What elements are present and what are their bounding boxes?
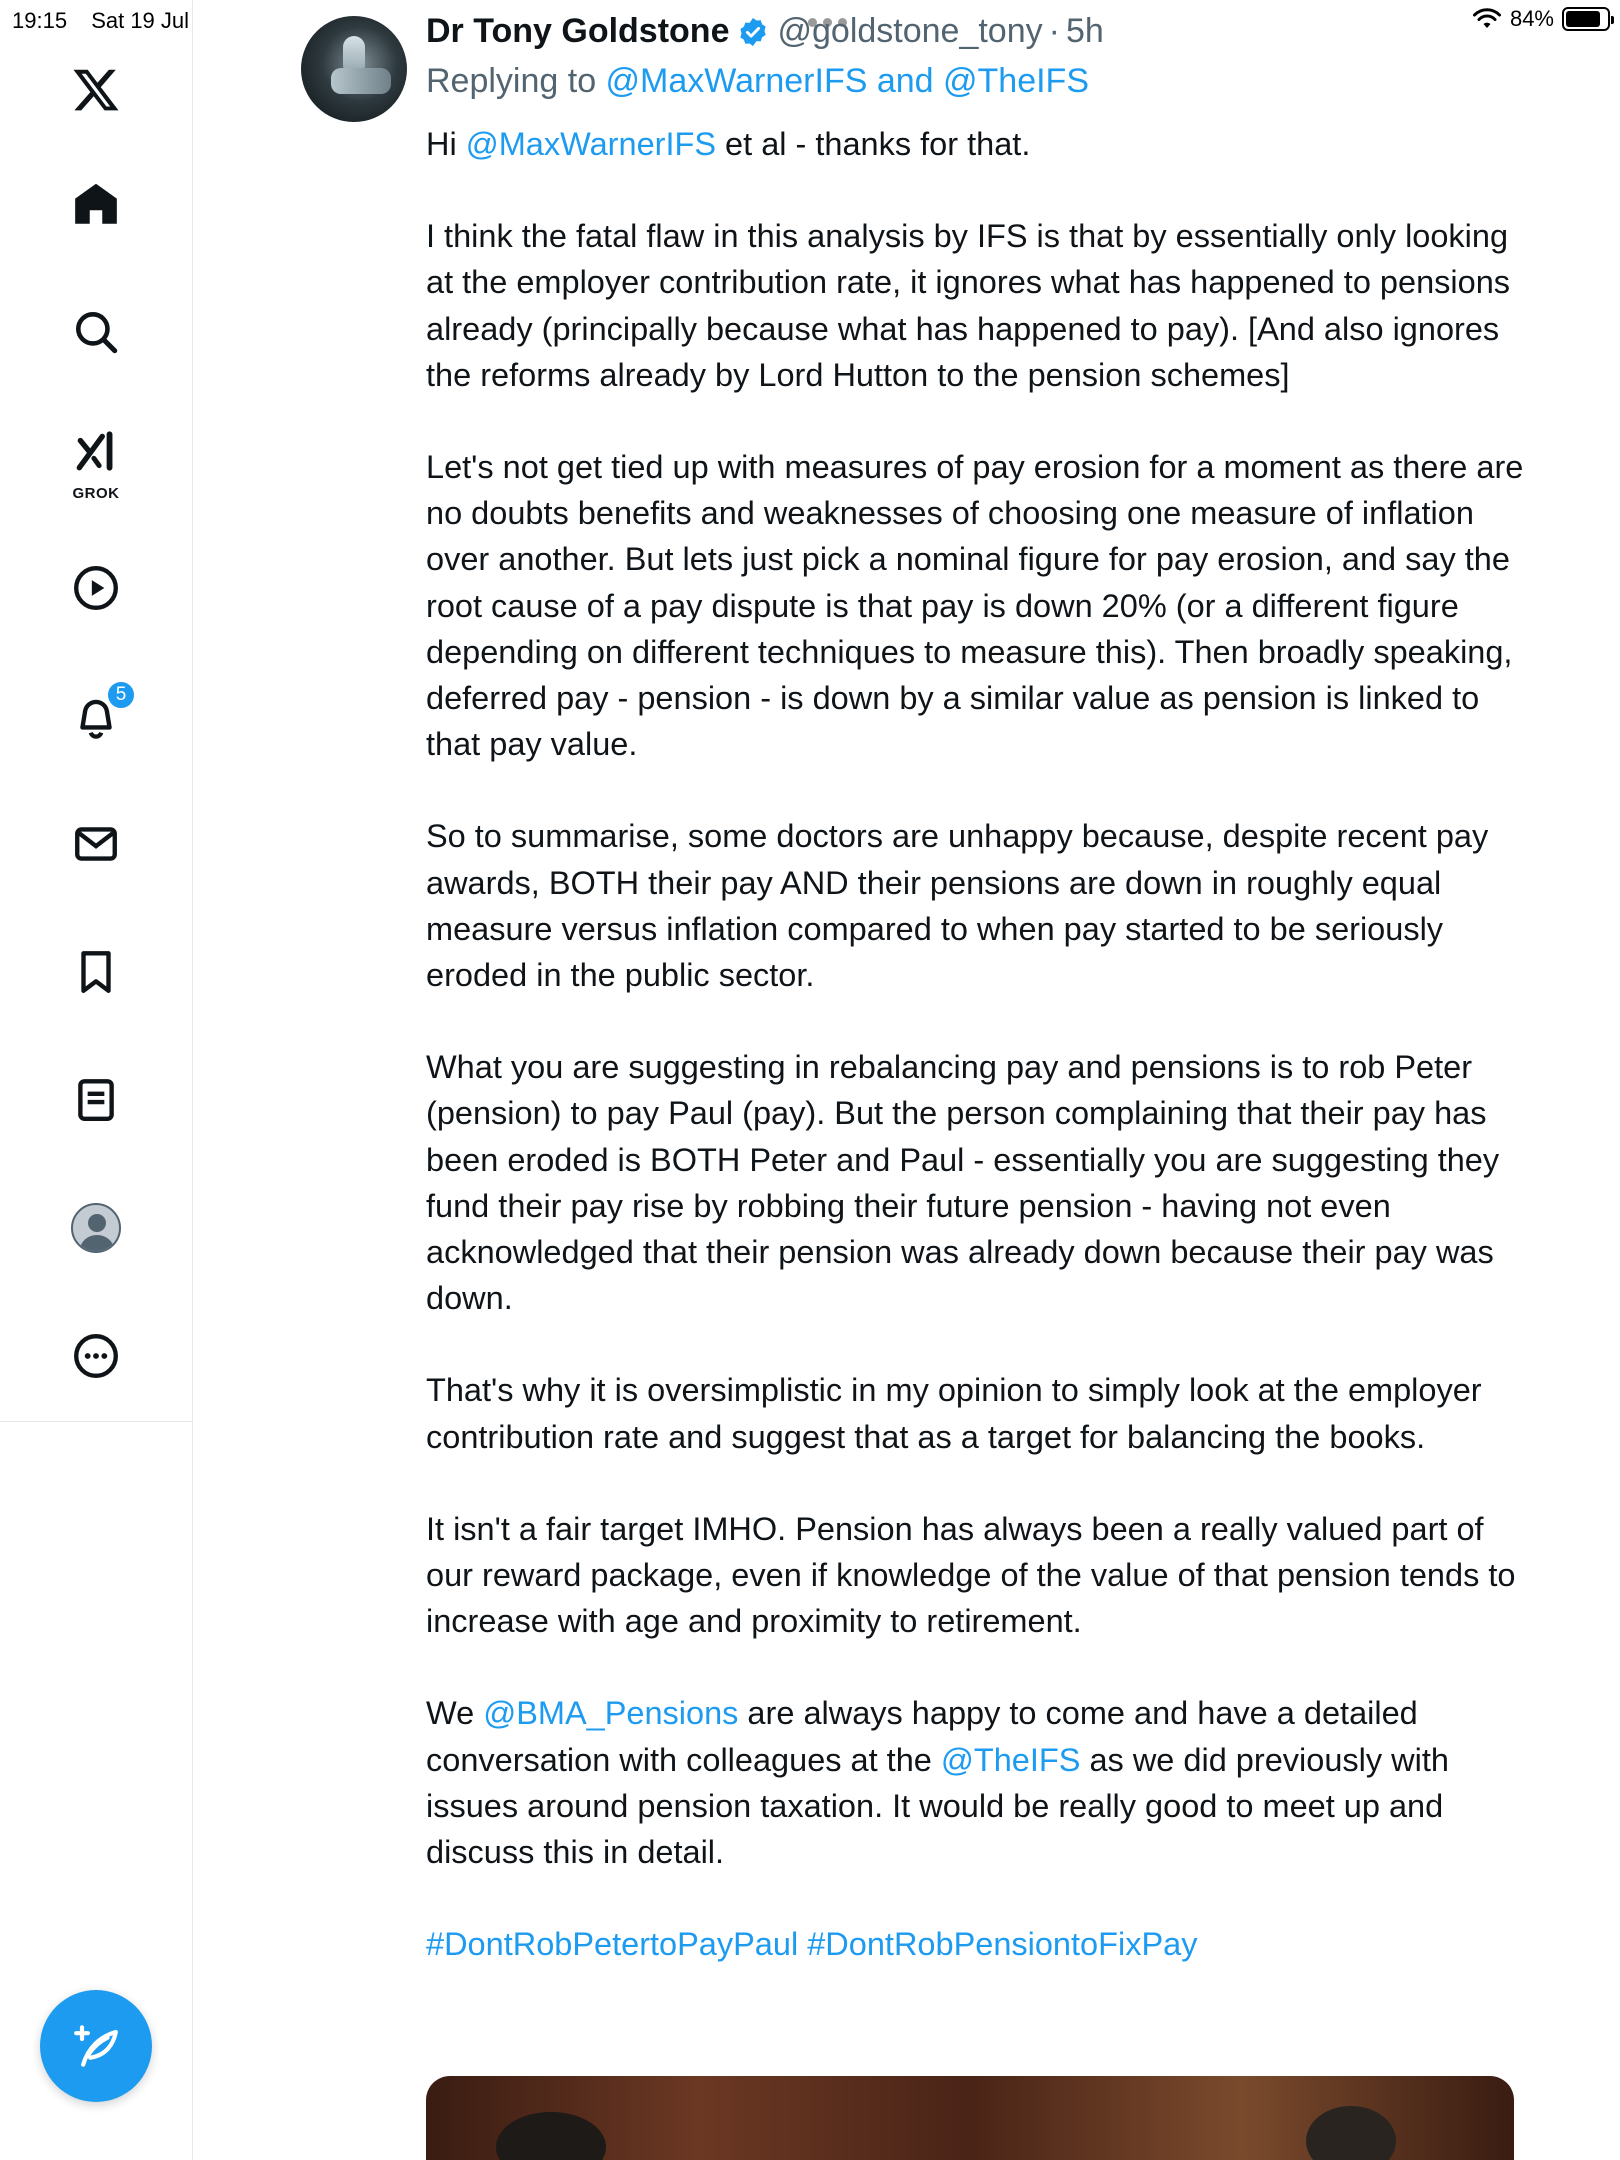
tweet-header [426, 12, 1104, 51]
mention-link[interactable]: @BMA_Pensions [483, 1695, 739, 1732]
hashtags [426, 1921, 1536, 1967]
mention-link[interactable]: @TheIFS [940, 1741, 1081, 1778]
video-icon[interactable] [50, 542, 142, 634]
mention-link[interactable]: @MaxWarnerIFS [465, 126, 717, 162]
tweet-paragraph [426, 121, 1536, 167]
replying-to-line [426, 62, 1089, 101]
tweet-paragraph: That's why it is oversimplistic in my opinion to simply look at the employer contribution rate and suggest that as a target for balancing the books. [426, 1372, 1482, 1455]
author-display-name[interactable]: Dr Tony Goldstone [426, 12, 730, 50]
compose-post-icon [68, 2018, 124, 2074]
more-icon[interactable] [50, 1310, 142, 1402]
replying-to-prefix: Replying to [426, 62, 606, 100]
messages-icon[interactable] [50, 798, 142, 890]
tweet-body [426, 121, 1536, 2014]
author-avatar[interactable] [301, 16, 407, 122]
hashtag-link[interactable]: #DontRobPensiontoFixPay [807, 1926, 1198, 1963]
greeting-text: Hi [426, 126, 466, 162]
greeting-suffix: et al - thanks for that. [716, 126, 1031, 162]
tweet-paragraph: I think the fatal flaw in this analysis by IFS is that by essentially only looking at the employer contribution rate, it ignores what has happened to pensions already (principally because what has happened to pay). [And also ignores the reforms already by Lord Hutton to the pension schemes] [426, 218, 1511, 393]
x-logo-icon[interactable] [50, 44, 142, 136]
compose-post-button[interactable] [40, 1990, 152, 2102]
paragraph-text: are always happy to come and have a detailed conversation with colleagues at the [426, 1695, 1418, 1778]
sidebar-divider [0, 1421, 193, 1422]
battery-percent: 84% [1509, 6, 1554, 31]
grok-label: GROK [72, 485, 120, 502]
verified-badge-icon [737, 16, 769, 48]
tweet-timestamp[interactable]: 5h [1065, 12, 1104, 50]
replying-to-mentions[interactable]: @MaxWarnerIFS and @TheIFS [605, 62, 1090, 100]
tweet-paragraph: What you are suggesting in rebalancing pay and pensions is to rob Peter (pension) to pay Paul (pay). But the person complaining that their pay has been eroded is BOTH Peter and Paul - essentially you are suggesting they fund their pay rise by robbing their future pension - having not even acknowledged that their pension was already down because their pay was down. [426, 1049, 1500, 1317]
sidebar-nav [0, 0, 193, 2160]
tweet-paragraph: So to summarise, some doctors are unhappy because, despite recent pay awards, BOTH their pay AND their pensions are down in roughly equal measure versus inflation compared to when pay started to be seriously eroded in the public sector. [426, 818, 1489, 994]
author-handle[interactable]: @goldstone_tony [777, 12, 1043, 50]
status-time: 19:15 [12, 8, 68, 33]
tweet-paragraph [426, 1690, 1536, 1875]
paragraph-text: as we did previously with issues around pension taxation. It would be really good to meet up and discuss this in detail. [426, 1741, 1449, 1871]
home-icon[interactable] [50, 158, 142, 250]
notification-badge: 5 [106, 680, 136, 710]
separator-dot: · [1048, 12, 1060, 50]
tweet-paragraph: It isn't a fair target IMHO. Pension has always been a really valued part of our reward package, even if knowledge of the value of that pension tends to increase with age and proximity to retirement. [426, 1510, 1516, 1640]
paragraph-text: We [426, 1695, 484, 1732]
tweet [193, 0, 1620, 2160]
tweet-media-image[interactable] [426, 2076, 1514, 2160]
search-icon[interactable] [50, 286, 142, 378]
notifications-icon[interactable] [50, 670, 142, 762]
grok-icon[interactable] [50, 414, 142, 506]
tweet-paragraph: Let's not get tied up with measures of pay erosion for a moment as there are no doubts benefits and weaknesses of choosing one measure of inflation over another. But lets just pick a nominal figure for pay erosion, and say the root cause of a pay dispute is that pay is down 20% (or a different figure depending on different techniques to measure this). Then broadly speaking, deferred pay - pension - is down by a similar value as pension is linked to that pay value. [426, 449, 1524, 763]
bookmarks-icon[interactable] [50, 926, 142, 1018]
profile-avatar-image [71, 1203, 121, 1253]
lists-icon[interactable] [50, 1054, 142, 1146]
hashtag-link[interactable]: #DontRobPetertoPayPaul [426, 1926, 799, 1963]
profile-avatar[interactable] [50, 1182, 142, 1274]
status-date: Sat 19 Jul [91, 8, 190, 33]
